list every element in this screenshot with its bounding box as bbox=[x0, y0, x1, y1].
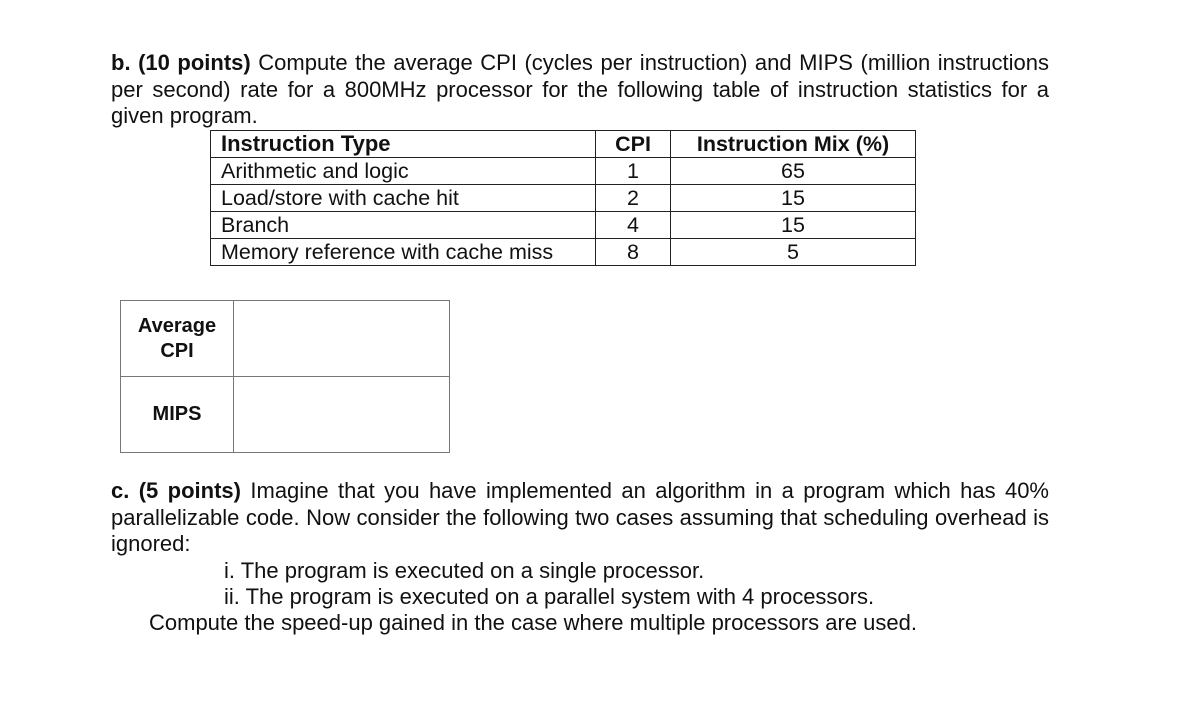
table-row bbox=[211, 239, 916, 266]
table-row bbox=[211, 212, 916, 239]
cell-instruction-type: Arithmetic and logic bbox=[211, 158, 596, 185]
table-row bbox=[211, 185, 916, 212]
instruction-statistics-table bbox=[210, 130, 916, 266]
part-c-text: Imagine that you have implemented an algorithm in a program which has 40% parallelizable code. Now consider the following two cases assuming that scheduling overhead is ignored: bbox=[111, 478, 1049, 556]
case-single-processor: i. The program is executed on a single processor. bbox=[224, 558, 705, 583]
cell-instruction-mix: 5 bbox=[671, 239, 916, 266]
cell-cpi: 2 bbox=[596, 185, 671, 212]
average-cpi-row bbox=[121, 301, 450, 377]
average-cpi-label bbox=[121, 301, 234, 377]
cell-instruction-type: Load/store with cache hit bbox=[211, 185, 596, 212]
header-cpi: CPI bbox=[596, 131, 671, 158]
part-b-heading: b. (10 points) bbox=[111, 50, 251, 75]
cell-cpi: 4 bbox=[596, 212, 671, 239]
mips-answer-field[interactable] bbox=[234, 377, 450, 453]
answer-table bbox=[120, 300, 450, 453]
speedup-instruction: Compute the speed-up gained in the case where multiple processors are used. bbox=[149, 610, 918, 635]
average-cpi-label-line2: CPI bbox=[160, 339, 194, 362]
cell-instruction-type: Memory reference with cache miss bbox=[211, 239, 596, 266]
cell-cpi: 1 bbox=[596, 158, 671, 185]
table-row bbox=[211, 158, 916, 185]
cell-instruction-mix: 15 bbox=[671, 212, 916, 239]
part-c-heading: c. (5 points) bbox=[111, 478, 241, 503]
cell-instruction-mix: 15 bbox=[671, 185, 916, 212]
header-instruction-type: Instruction Type bbox=[211, 131, 596, 158]
mips-row bbox=[121, 377, 450, 453]
part-b-question bbox=[111, 50, 1049, 130]
cell-instruction-type: Branch bbox=[211, 212, 596, 239]
average-cpi-answer-field[interactable] bbox=[234, 301, 450, 377]
header-instruction-mix: Instruction Mix (%) bbox=[671, 131, 916, 158]
cell-instruction-mix: 65 bbox=[671, 158, 916, 185]
cell-cpi: 8 bbox=[596, 239, 671, 266]
part-c-question bbox=[111, 478, 1049, 558]
mips-label: MIPS bbox=[121, 377, 234, 453]
case-parallel-system: ii. The program is executed on a parallel system with 4 processors. bbox=[224, 584, 875, 609]
table-header-row bbox=[211, 131, 916, 158]
average-cpi-label-line1: Average bbox=[137, 314, 217, 337]
part-b-text: Compute the average CPI (cycles per instruction) and MIPS (million instructions per second) rate for a 800MHz processor for the following table of instruction statistics for a given program. bbox=[111, 50, 1049, 128]
